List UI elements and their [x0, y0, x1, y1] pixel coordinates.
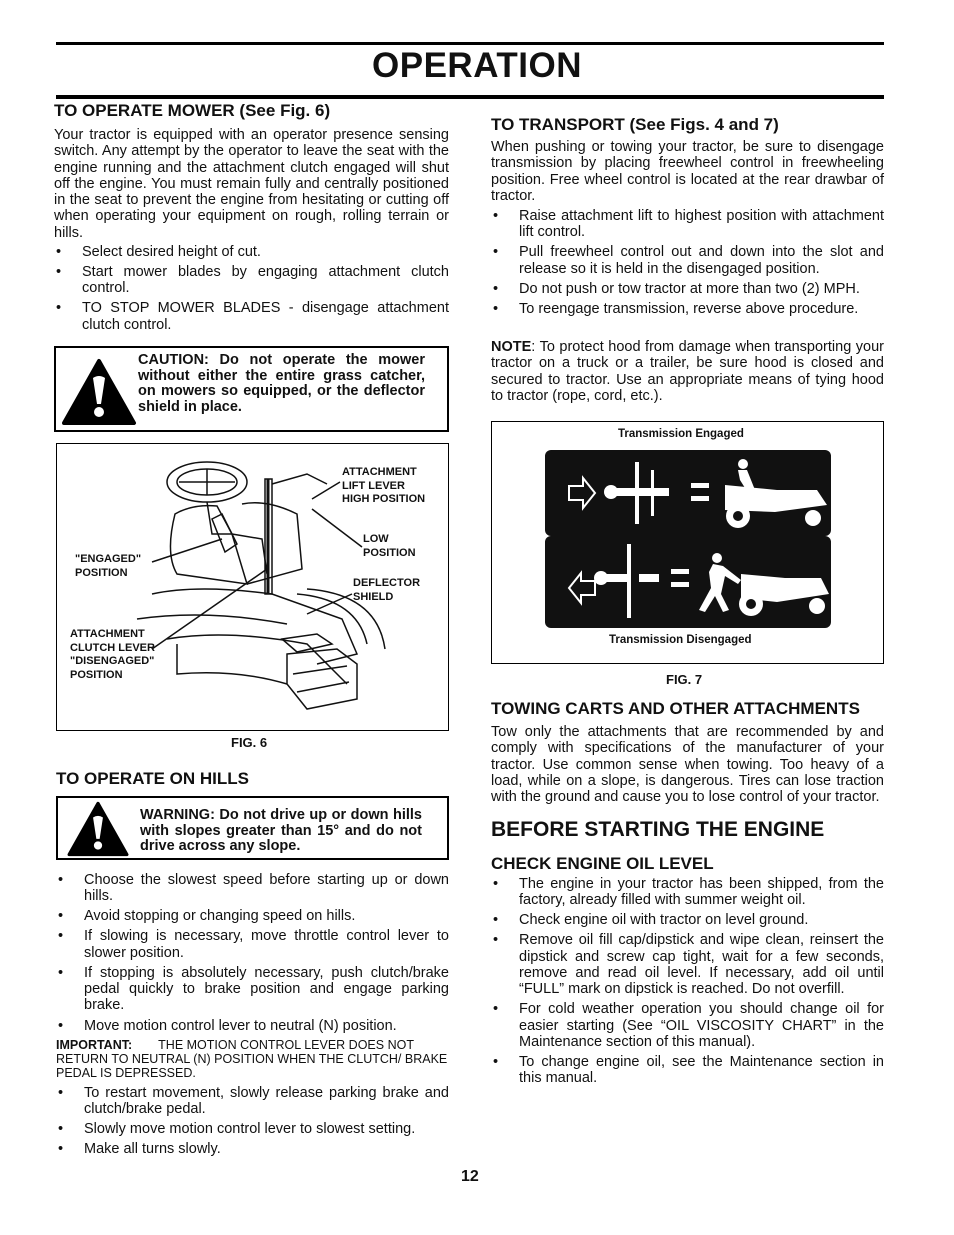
list-item: • To reengage transmission, reverse above procedure.: [491, 301, 884, 317]
list-item: • To restart movement, slowly release parking brake and clutch/brake pedal.: [56, 1085, 449, 1118]
transport-body: When pushing or towing your tractor, be sure to disengage transmission by placing freewheel control in freewheeling position. Free wheel control is located at the rear drawbar of tractor.: [491, 139, 884, 204]
mower-bullets: [54, 244, 449, 337]
list-item: • To change engine oil, see the Maintenance section in this manual.: [491, 1054, 884, 1087]
list-item: • For cold weather operation you should change oil for easier starting (See “OIL VISCOSITY CHART” in the Maintenance section of this manual).: [491, 1001, 884, 1050]
list-item: • If slowing is necessary, move throttle control lever to slower position.: [56, 928, 449, 961]
list-item: • The engine in your tractor has been shipped, from the factory, already filled with summer weight oil.: [491, 876, 884, 909]
important-label: IMPORTANT:: [56, 1038, 133, 1052]
transport-note: [491, 339, 884, 404]
before-heading: BEFORE STARTING THE ENGINE: [491, 818, 825, 841]
list-item: • Start mower blades by engaging attachment clutch control.: [54, 264, 449, 297]
warning-text: WARNING: Do not drive up or down hills with slopes greater than 15° and do not drive across any slope.: [140, 807, 422, 854]
list-item: • Slowly move motion control lever to slowest setting.: [56, 1121, 449, 1137]
transport-heading: TO TRANSPORT (See Figs. 4 and 7): [491, 115, 779, 134]
note-text: : To protect hood from damage when transporting your tractor on a truck or a trailer, be sure hood is closed and secured to tractor. Use an appropriate means of tying hood to tractor (rope, cord, etc.).: [491, 339, 884, 404]
fig7-disengaged-label: Transmission Disengaged: [609, 634, 752, 646]
fig6-caption: FIG. 6: [231, 735, 268, 750]
caution-text: CAUTION: Do not operate the mower without either the entire grass catcher, on mowers so equipped, or the deflector shield in place.: [138, 352, 425, 415]
label-deflector: DEFLECTOR SHIELD: [353, 577, 421, 603]
list-item: • Raise attachment lift to highest position with attachment lift control.: [491, 208, 884, 241]
list-item: • Avoid stopping or changing speed on hills.: [56, 908, 449, 924]
list-item: • If stopping is absolutely necessary, push clutch/brake pedal quickly to brake position and engage parking brake.: [56, 965, 449, 1014]
transmission-engaged-panel: [545, 450, 831, 536]
label-low: LOW POSITION: [363, 533, 416, 559]
list-item: • Move motion control lever to neutral (N) position.: [56, 1018, 449, 1034]
hills-heading: TO OPERATE ON HILLS: [56, 769, 249, 788]
list-item: • TO STOP MOWER BLADES - disengage attachment clutch control.: [54, 300, 449, 333]
list-item: • Select desired height of cut.: [54, 244, 449, 260]
title-underline: [56, 95, 884, 99]
fig7-caption: FIG. 7: [666, 672, 703, 687]
list-item: • Pull freewheel control out and down into the slot and release so it is held in the disengaged position.: [491, 244, 884, 277]
towing-body: Tow only the attachments that are recommended by and comply with specifications of the manufacturer of your tractor. Use common sense when towing. Too heavy of a load, while on a slope, is dangerous. Tires can lose traction with the ground and cause you to lose control of your tractor.: [491, 724, 884, 806]
important-note: [56, 1038, 449, 1080]
top-rule: [56, 42, 884, 45]
caution-box: [54, 346, 449, 432]
note-label: NOTE: [491, 339, 532, 355]
list-item: • Check engine oil with tractor on level ground.: [491, 912, 884, 928]
page-number: 12: [461, 1168, 479, 1185]
list-item: • Remove oil fill cap/dipstick and wipe clean, reinsert the dipstick and screw cap tight, wait for a few seconds, remove and read oil level. If necessary, add oil until “FULL” mark on dipstick is reached. Do not overfill.: [491, 932, 884, 997]
oil-heading: CHECK ENGINE OIL LEVEL: [491, 854, 714, 873]
list-item: • Make all turns slowly.: [56, 1141, 449, 1157]
important-text: THE MOTION CONTROL LEVER DOES NOT RETURN TO NEUTRAL (N) POSITION WHEN THE CLUTCH/ BRAKE PEDAL IS DEPRESSED.: [56, 1038, 448, 1080]
list-item: • Choose the slowest speed before starting up or down hills.: [56, 872, 449, 905]
fig7-engaged-label: Transmission Engaged: [618, 428, 744, 440]
list-item: • Do not push or tow tractor at more than two (2) MPH.: [491, 281, 884, 297]
towing-heading: TOWING CARTS AND OTHER ATTACHMENTS: [491, 699, 860, 718]
fig7-frame: [491, 421, 884, 664]
mower-heading: TO OPERATE MOWER (See Fig. 6): [54, 101, 331, 120]
hills-bullets-2: [56, 1085, 449, 1162]
hills-bullets: [56, 872, 449, 1038]
fig6-frame: [56, 443, 449, 731]
page-title: OPERATION: [372, 46, 582, 85]
label-clutch: ATTACHMENT CLUTCH LEVER "DISENGAGED" POSITION: [70, 628, 155, 681]
warning-icon: [66, 801, 130, 857]
warning-icon: [61, 358, 137, 426]
label-lift-high: ATTACHMENT LIFT LEVER HIGH POSITION: [342, 466, 426, 505]
label-engaged: "ENGAGED" POSITION: [75, 553, 142, 579]
transmission-disengaged-panel: [545, 536, 831, 628]
mower-body: Your tractor is equipped with an operator presence sensing switch. Any attempt by the operator to leave the seat with the engine running and the attachment clutch engaged will shut off the engine. You must remain fully and centrally positioned in the seat to prevent the engine from hesitating or cutting off when operating your equipment on rough, rolling terrain or hills.: [54, 127, 449, 241]
warning-box: [56, 796, 449, 860]
transport-bullets: [491, 208, 884, 321]
oil-bullets: [491, 876, 884, 1091]
